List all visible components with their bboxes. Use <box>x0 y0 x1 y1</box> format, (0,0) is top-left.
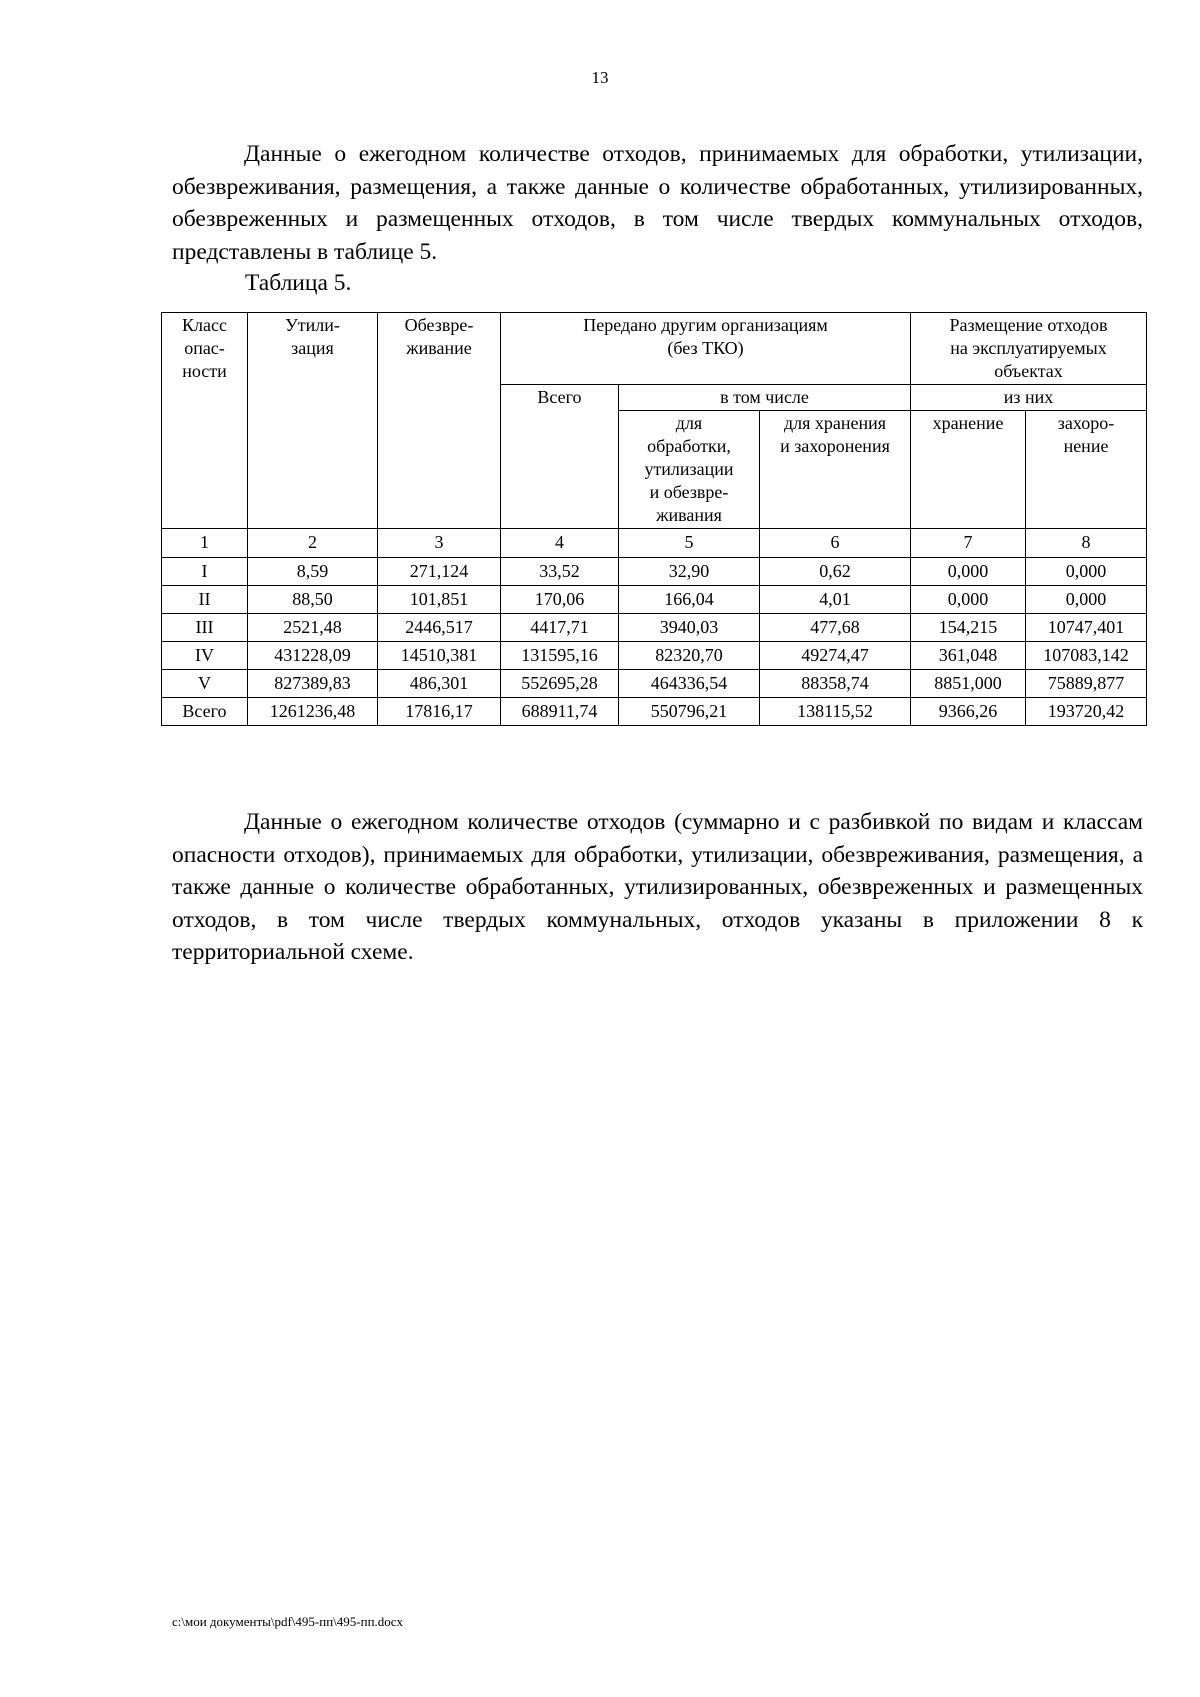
table-cell: 154,215 <box>911 614 1026 642</box>
th-razmeshchenie: Размещение отходов на эксплуатируемых объектах <box>911 313 1147 385</box>
table-row <box>162 586 1147 614</box>
col-number: 2 <box>248 529 378 558</box>
table-cell: 271,124 <box>378 558 501 586</box>
table-row <box>162 558 1147 586</box>
table-cell: 8851,000 <box>911 670 1026 698</box>
table-cell: 166,04 <box>619 586 760 614</box>
table-cell: 49274,47 <box>760 642 911 670</box>
table-cell: 2446,517 <box>378 614 501 642</box>
table-cell: 0,000 <box>911 586 1026 614</box>
col-number: 7 <box>911 529 1026 558</box>
table-cell: 0,62 <box>760 558 911 586</box>
th-zahoronenie: захоро- нение <box>1026 411 1147 529</box>
waste-table <box>161 312 1147 726</box>
table-cell: 88358,74 <box>760 670 911 698</box>
table-cell: 477,68 <box>760 614 911 642</box>
th-util: Утили- зация <box>248 313 378 529</box>
table-cell: I <box>162 558 248 586</box>
page-number: 13 <box>591 68 609 87</box>
footer-file-path: c:\мои документы\pdf\495-пп\495-пп.docx <box>172 1614 404 1629</box>
table-cell: 9366,26 <box>911 698 1026 726</box>
table-cell: 4,01 <box>760 586 911 614</box>
table-cell: 550796,21 <box>619 698 760 726</box>
table-row <box>162 614 1147 642</box>
th-obezvr: Обезвре- живание <box>378 313 501 529</box>
paragraph-intro: Данные о ежегодном количестве отходов, принимаемых для обработки, утилизации, обезвреживания, размещения, а также данные о количестве обработанных, утилизированных, обезвреженных и размещенных отходов, в том числе твердых коммунальных отходов, представлены в таблице 5. <box>172 141 1143 265</box>
table-cell: Всего <box>162 698 248 726</box>
col-number: 5 <box>619 529 760 558</box>
table-cell: 101,851 <box>378 586 501 614</box>
table-cell: 193720,42 <box>1026 698 1147 726</box>
table-cell: 552695,28 <box>501 670 619 698</box>
paragraph-appendix: Данные о ежегодном количестве отходов (суммарно и с разбивкой по видам и классам опасности отходов), принимаемых для обработки, утилизации, обезвреживания, размещения, а также данные о количестве обработанных, утилизированных, обезвреженных и размещенных отходов, в том числе твердых коммунальных, отходов указаны в приложении 8 к территориальной схеме. <box>172 809 1143 965</box>
table-cell: 170,06 <box>501 586 619 614</box>
col-number: 4 <box>501 529 619 558</box>
table-cell: 688911,74 <box>501 698 619 726</box>
table-cell: 2521,48 <box>248 614 378 642</box>
table-cell: 32,90 <box>619 558 760 586</box>
table-cell: V <box>162 670 248 698</box>
table-column-numbers <box>162 529 1147 558</box>
table-cell: 8,59 <box>248 558 378 586</box>
table-cell: IV <box>162 642 248 670</box>
table-cell: 33,52 <box>501 558 619 586</box>
table-cell: 3940,03 <box>619 614 760 642</box>
th-hranenie: хранение <box>911 411 1026 529</box>
table-cell: 75889,877 <box>1026 670 1147 698</box>
th-class: Класс опас- ности <box>162 313 248 529</box>
th-dlya-obrabotki: для обработки, утилизации и обезвре- живания <box>619 411 760 529</box>
table-row <box>162 670 1147 698</box>
table-cell: 827389,83 <box>248 670 378 698</box>
table-cell: 131595,16 <box>501 642 619 670</box>
table-cell: 10747,401 <box>1026 614 1147 642</box>
table-cell: 138115,52 <box>760 698 911 726</box>
table-cell: 464336,54 <box>619 670 760 698</box>
col-number: 1 <box>162 529 248 558</box>
table-cell: 107083,142 <box>1026 642 1147 670</box>
table-cell: 486,301 <box>378 670 501 698</box>
table-cell: 0,000 <box>1026 558 1147 586</box>
th-v-tom-chisle: в том числе <box>619 385 911 411</box>
table-cell: 14510,381 <box>378 642 501 670</box>
col-number: 6 <box>760 529 911 558</box>
table-header-row-1 <box>162 313 1147 385</box>
col-number: 3 <box>378 529 501 558</box>
table-cell: 4417,71 <box>501 614 619 642</box>
table-cell: 88,50 <box>248 586 378 614</box>
table-cell: 361,048 <box>911 642 1026 670</box>
th-vsego: Всего <box>501 385 619 529</box>
table-cell: II <box>162 586 248 614</box>
table-cell: 82320,70 <box>619 642 760 670</box>
table-cell: 1261236,48 <box>248 698 378 726</box>
col-number: 8 <box>1026 529 1147 558</box>
table-caption: Таблица 5. <box>245 270 352 296</box>
table-row-total <box>162 698 1147 726</box>
table-cell: 0,000 <box>911 558 1026 586</box>
th-iz-nih: из них <box>911 385 1147 411</box>
th-dlya-hraneniya: для хранения и захоронения <box>760 411 911 529</box>
th-peredano: Передано другим организациям (без ТКО) <box>501 313 911 385</box>
table-cell: 17816,17 <box>378 698 501 726</box>
table-cell: III <box>162 614 248 642</box>
table-row <box>162 642 1147 670</box>
table-cell: 431228,09 <box>248 642 378 670</box>
table-cell: 0,000 <box>1026 586 1147 614</box>
